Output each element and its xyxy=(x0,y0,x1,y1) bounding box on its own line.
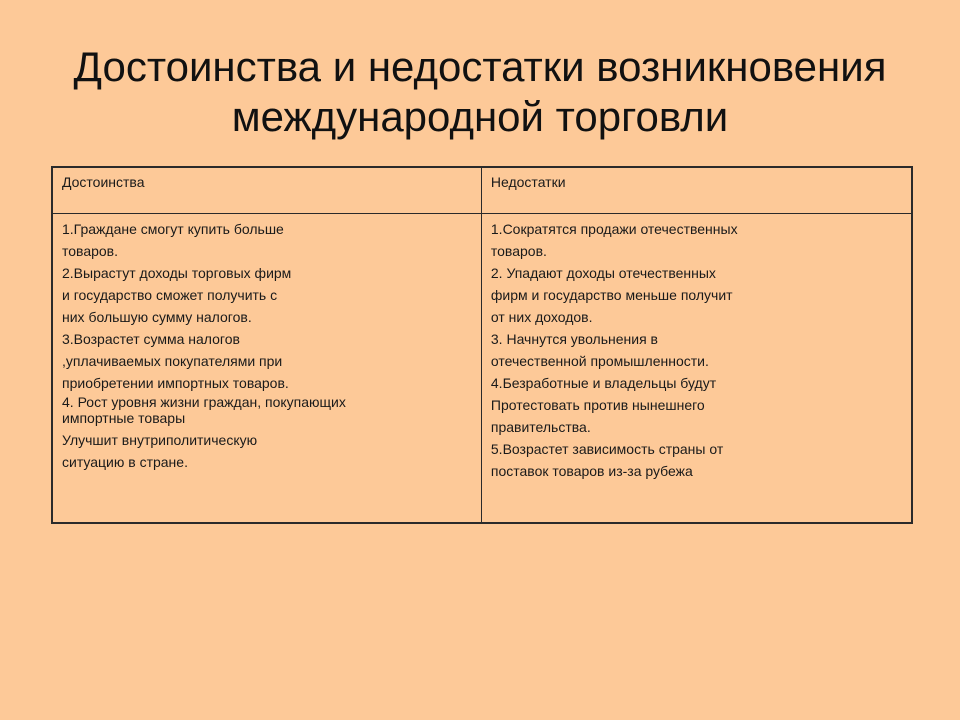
advantage-line: них большую сумму налогов. xyxy=(62,308,252,325)
advantage-line: товаров. xyxy=(62,242,119,259)
disadvantage-line: 4.Безработные и владельцы будут xyxy=(490,374,717,391)
table-row xyxy=(52,213,912,523)
comparison-table xyxy=(51,166,913,524)
advantage-line: ситуацию в стране. xyxy=(62,453,188,470)
advantage-line: 4. Рост уровня жизни граждан, покупающих импортные товары xyxy=(62,393,346,426)
advantage-line: и государство сможет получить с xyxy=(62,286,278,303)
disadvantage-line: 3. Начнутся увольнения в xyxy=(490,330,658,347)
disadvantage-line: фирм и государство меньше получит xyxy=(490,286,733,303)
disadvantage-line: 1.Сократятся продажи отечественных xyxy=(490,220,738,237)
title-line-2: международной торговли xyxy=(231,93,729,140)
header-disadvantages: Недостатки xyxy=(481,167,912,213)
advantages-cell xyxy=(52,213,481,523)
disadvantage-line: 5.Возрастет зависимость страны от xyxy=(490,440,724,457)
disadvantage-line: 2. Упадают доходы отечественных xyxy=(490,264,716,281)
disadvantage-line: от них доходов. xyxy=(490,308,593,325)
slide-title xyxy=(0,42,960,142)
table-header-row xyxy=(52,167,912,213)
advantage-line: 1.Граждане смогут купить больше xyxy=(62,220,284,237)
advantage-line: Улучшит внутриполитическую xyxy=(62,431,258,448)
title-line-1: Достоинства и недостатки возникновения xyxy=(73,43,887,90)
disadvantage-line: отечественной промышленности. xyxy=(490,352,709,369)
disadvantage-line: правительства. xyxy=(490,418,591,435)
disadvantage-line: Протестовать против нынешнего xyxy=(490,396,705,413)
disadvantage-line: товаров. xyxy=(490,242,547,259)
header-advantages: Достоинства xyxy=(52,167,481,213)
advantage-line: 2.Вырастут доходы торговых фирм xyxy=(62,264,292,281)
advantage-line: приобретении импортных товаров. xyxy=(62,374,289,391)
advantage-line: ,уплачиваемых покупателями при xyxy=(62,352,283,369)
advantage-line: 3.Возрастет сумма налогов xyxy=(62,330,240,347)
disadvantages-cell xyxy=(481,213,912,523)
disadvantage-line: поставок товаров из-за рубежа xyxy=(490,462,693,479)
